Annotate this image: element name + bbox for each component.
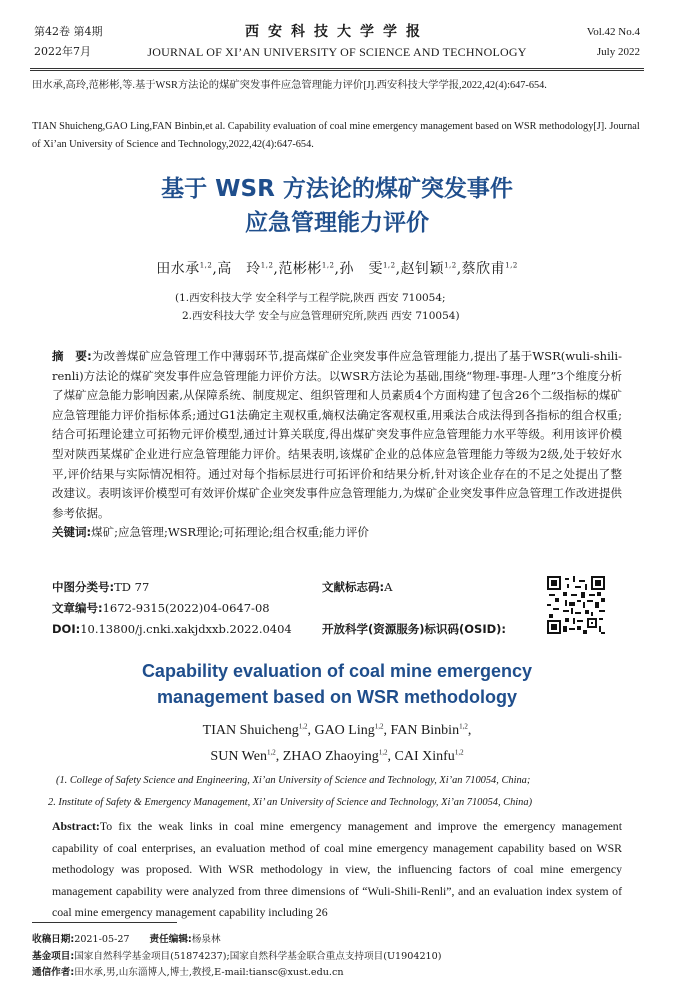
author-en: FAN Binbin$^{1,2}$ xyxy=(390,722,468,738)
abstract-cn-label: 摘 要: xyxy=(52,349,92,363)
affiliations-en xyxy=(48,770,634,814)
header-rule xyxy=(30,68,644,69)
title-en-line-2: management based on WSR methodology xyxy=(156,687,518,707)
received-info: 收稿日期:2021-05-27 责任编辑:杨泉林 xyxy=(32,934,221,945)
keywords-cn-label: 关键词: xyxy=(52,525,92,540)
journal-header xyxy=(34,22,640,66)
affiliation-cn-1: (1.西安科技大学 安全科学与工程学院,陕西 西安 710054; xyxy=(175,292,446,304)
citation-en: TIAN Shuicheng,GAO Ling,FAN Binbin,et al. Capability evaluation of coal mine emergency management based on WSR methodology[J]. Journal of Xi’an University of Science and Technology,2022,42(4):647-654. xyxy=(32,121,640,150)
affiliation-en-1: (1. College of Safety Science and Engineering, Xi’an University of Science and Technology, Xi’an 710054, China; xyxy=(56,775,531,786)
volume-issue: 第42卷 第4期 xyxy=(34,25,103,38)
author-cn: 赵钊颖$^{1,2}$ xyxy=(400,261,457,277)
abstract-cn-body xyxy=(52,347,622,523)
affiliation-cn-2: 2.西安科技大学 安全与应急管理研究所,陕西 西安 710054) xyxy=(182,310,460,322)
author-cn: 孙 雯$^{1,2}$ xyxy=(339,261,396,277)
title-en-line-1: Capability evaluation of coal mine emergency xyxy=(141,661,533,681)
issue-date-en: July 2022 xyxy=(596,46,640,58)
author-en: TIAN Shuicheng$^{1,2}$ xyxy=(202,722,308,738)
doi: DOI:10.13800/j.cnki.xakjdxxb.2022.0404 xyxy=(52,622,292,636)
author-cn: 田水承$^{1,2}$ xyxy=(156,261,213,277)
abstract-en xyxy=(52,816,622,924)
osid-label: 开放科学(资源服务)标识码(OSID): xyxy=(322,622,507,636)
author-en: GAO Ling$^{1,2}$ xyxy=(314,722,384,738)
abstract-en-text: To fix the weak links in coal mine emergency management and improve the emergency management capability of coal enterprises, an evaluation method of coal mine emergency management capability based on WSR methodology was proposed. With WSR methodology in view, the influencing factors of coal mine emergency management capability were analyzed from three dimensions of “Wuli-Shili-Renli”, and an evaluation index system of coal mine emergency management capability including 26 xyxy=(52,819,622,919)
clc-number: 中图分类号:TD 77 xyxy=(52,580,150,594)
affiliation-en-2: 2. Institute of Safety & Emergency Management, Xi’ an University of Science and Technology, Xi’an 710054, China) xyxy=(48,797,533,808)
header-center xyxy=(34,22,640,62)
volume-issue-en: Vol.42 No.4 xyxy=(586,26,640,38)
article-number: 文章编号:1672-9315(2022)04-0647-08 xyxy=(52,601,270,615)
abstract-cn xyxy=(52,347,622,543)
abstract-en-label: Abstract: xyxy=(52,819,100,833)
authors-cn: 田水承$^{1,2}$,高 玲$^{1,2}$,范彬彬$^{1,2}$,孙 雯$^{1,2}$,赵钊颖$^{1,2}$,蔡欣甫$^{1,2}$ xyxy=(156,261,518,277)
keywords-cn-text: 煤矿;应急管理;WSR理论;可拓理论;组合权重;能力评价 xyxy=(91,525,369,540)
article-title-cn xyxy=(0,172,674,240)
footnotes xyxy=(32,932,644,982)
author-cn: 高 玲$^{1,2}$ xyxy=(217,261,274,277)
author-cn: 蔡欣甫$^{1,2}$ xyxy=(461,261,518,277)
document-code: 文献标志码:A xyxy=(322,580,393,594)
keywords-cn xyxy=(52,523,622,543)
author-cn: 范彬彬$^{1,2}$ xyxy=(278,261,335,277)
header-rule-secondary xyxy=(30,70,644,71)
issue-date: 2022年7月 xyxy=(34,45,91,58)
journal-name-en: JOURNAL OF XI’AN UNIVERSITY OF SCIENCE AND TECHNOLOGY xyxy=(147,45,527,59)
authors-en-line-2: SUN Wen$^{1,2}$, ZHAO Zhaoying$^{1,2}$, CAI Xinfu$^{1,2}$ xyxy=(210,748,464,764)
affiliations-cn xyxy=(175,289,460,325)
header-right xyxy=(587,22,640,62)
author-en: SUN Wen$^{1,2}$ xyxy=(210,748,276,764)
author-en: CAI Xinfu$^{1,2}$ xyxy=(394,748,464,764)
citation-cn: 田水承,高玲,范彬彬,等.基于WSR方法论的煤矿突发事件应急管理能力评价[J].西安科技大学学报,2022,42(4):647-654. xyxy=(32,80,547,91)
journal-name-cn: 西安科技大学学报 xyxy=(245,24,429,40)
title-cn-line-2: 应急管理能力评价 xyxy=(245,210,429,236)
authors-en-line-1: TIAN Shuicheng$^{1,2}$, GAO Ling$^{1,2}$, FAN Binbin$^{1,2}$, xyxy=(202,722,472,738)
footnote-rule xyxy=(32,922,177,923)
fund-info: 基金项目:国家自然科学基金项目(51874237);国家自然科学基金联合重点支持项目(U1904210) xyxy=(32,950,442,962)
corresponding-author: 通信作者:田水承,男,山东淄博人,博士,教授,E-mail:tiansc@xust.edu.cn xyxy=(32,967,344,978)
author-en: ZHAO Zhaoying$^{1,2}$ xyxy=(282,748,388,764)
authors-en xyxy=(0,718,674,770)
abstract-cn-text: 为改善煤矿应急管理工作中薄弱环节,提高煤矿企业突发事件应急管理能力,提出了基于WSR(wuli-shili-renli)方法论的煤矿突发事件应急管理能力评价方法。以WSR方法论为基础,围绕“物理-事理-人理”3个维度分析了煤矿应急能力影响因素,从保障系统、制度规定、组织管理和人员素质4个方面构建了包含26个二级指标的煤矿应急管理能力评价指标体系;通过G1法确定主观权重,熵权法确定客观权重,用乘法合成法得到各指标的组合权重;结合可拓理论建立可拓物元评价模型,通过计算关联度,得出煤矿突发事件应急管理能力水平等级。利用该评价模型对陕西某煤矿企业进行应急管理能力评价。结果表明,该煤矿企业的总体应急管理能力等级为2级,处于较好水平,评价结果与实际情况相符。通过对每个指标层进行可拓评价和结果分析,针对该企业存在的不足之处提出了整改建议。表明该评价模型可有效评价煤矿企业突发事件应急管理能力,为煤矿企业突发事件应急管理工作改进提供参考依据。 xyxy=(52,349,622,520)
article-title-en xyxy=(0,658,674,710)
qr-code-icon[interactable] xyxy=(547,576,605,634)
title-cn-line-1: 基于 WSR 方法论的煤矿突发事件 xyxy=(161,176,513,202)
